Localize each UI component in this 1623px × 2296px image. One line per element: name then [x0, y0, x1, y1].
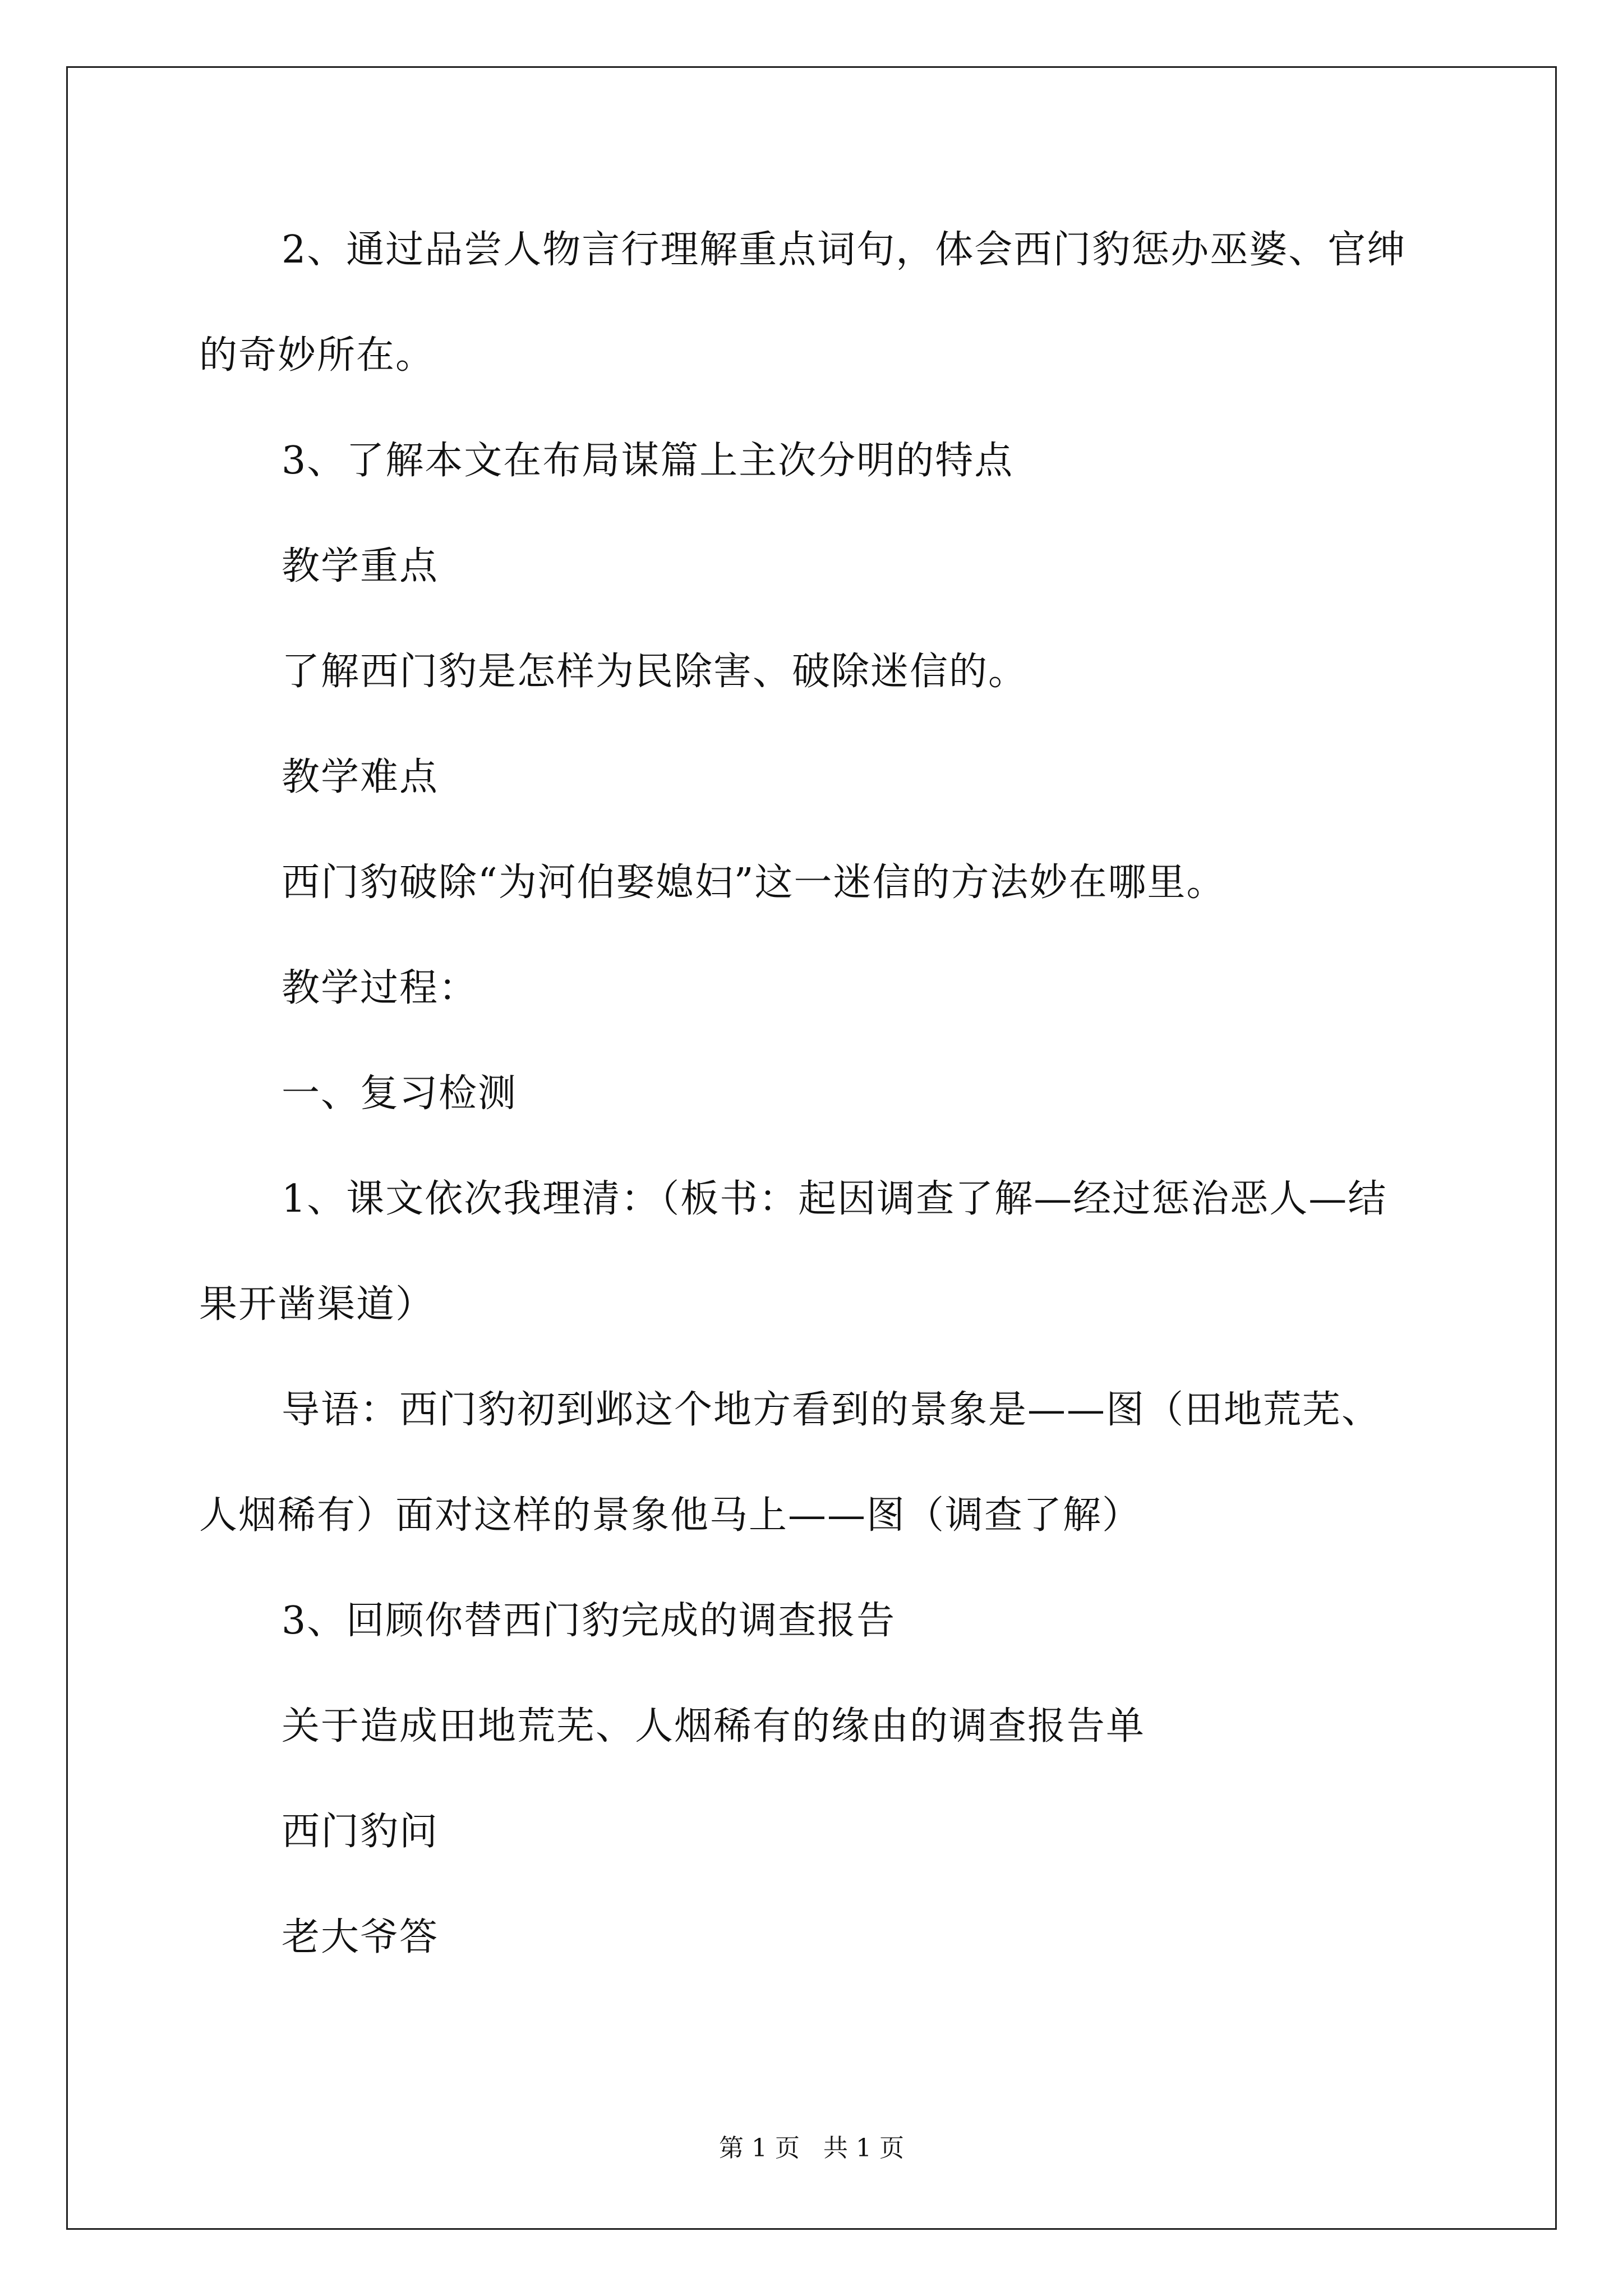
page-border	[66, 66, 1557, 2230]
text-line-1: 2、通过品尝人物言行理解重点词句，体会西门豹惩办巫婆、官绅	[282, 228, 1407, 272]
text-line-14: 3、回顾你替西门豹完成的调查报告	[282, 1599, 896, 1643]
text-line-17: 老大爷答	[282, 1915, 439, 1959]
text-line-11: 果开凿渠道）	[199, 1282, 435, 1327]
text-line-12: 导语：西门豹初到邺这个地方看到的景象是——图（田地荒芜、	[282, 1388, 1381, 1432]
text-line-3: 3、了解本文在布局谋篇上主次分明的特点	[282, 439, 1014, 483]
text-line-13: 人烟稀有）面对这样的景象他马上——图（调查了解）	[199, 1493, 1142, 1538]
page-number: 第 1 页 共 1 页	[719, 2134, 904, 2162]
text-line-15: 关于造成田地荒芜、人烟稀有的缘由的调查报告单	[282, 1704, 1146, 1749]
text-line-10: 1、课文依次我理清：（板书：起因调查了解—经过惩治恶人—结	[282, 1177, 1387, 1221]
heading-teaching-focus: 教学重点	[282, 544, 439, 588]
section-review: 一、复习检测	[282, 1071, 518, 1116]
text-line-16: 西门豹问	[282, 1810, 439, 1854]
text-line-2: 的奇妙所在。	[199, 333, 435, 378]
heading-teaching-process: 教学过程：	[282, 966, 478, 1010]
text-line-5: 了解西门豹是怎样为民除害、破除迷信的。	[282, 650, 1028, 694]
heading-teaching-difficulty: 教学难点	[282, 755, 439, 799]
text-line-7: 西门豹破除“为河伯娶媳妇”这一迷信的方法妙在哪里。	[282, 861, 1226, 905]
